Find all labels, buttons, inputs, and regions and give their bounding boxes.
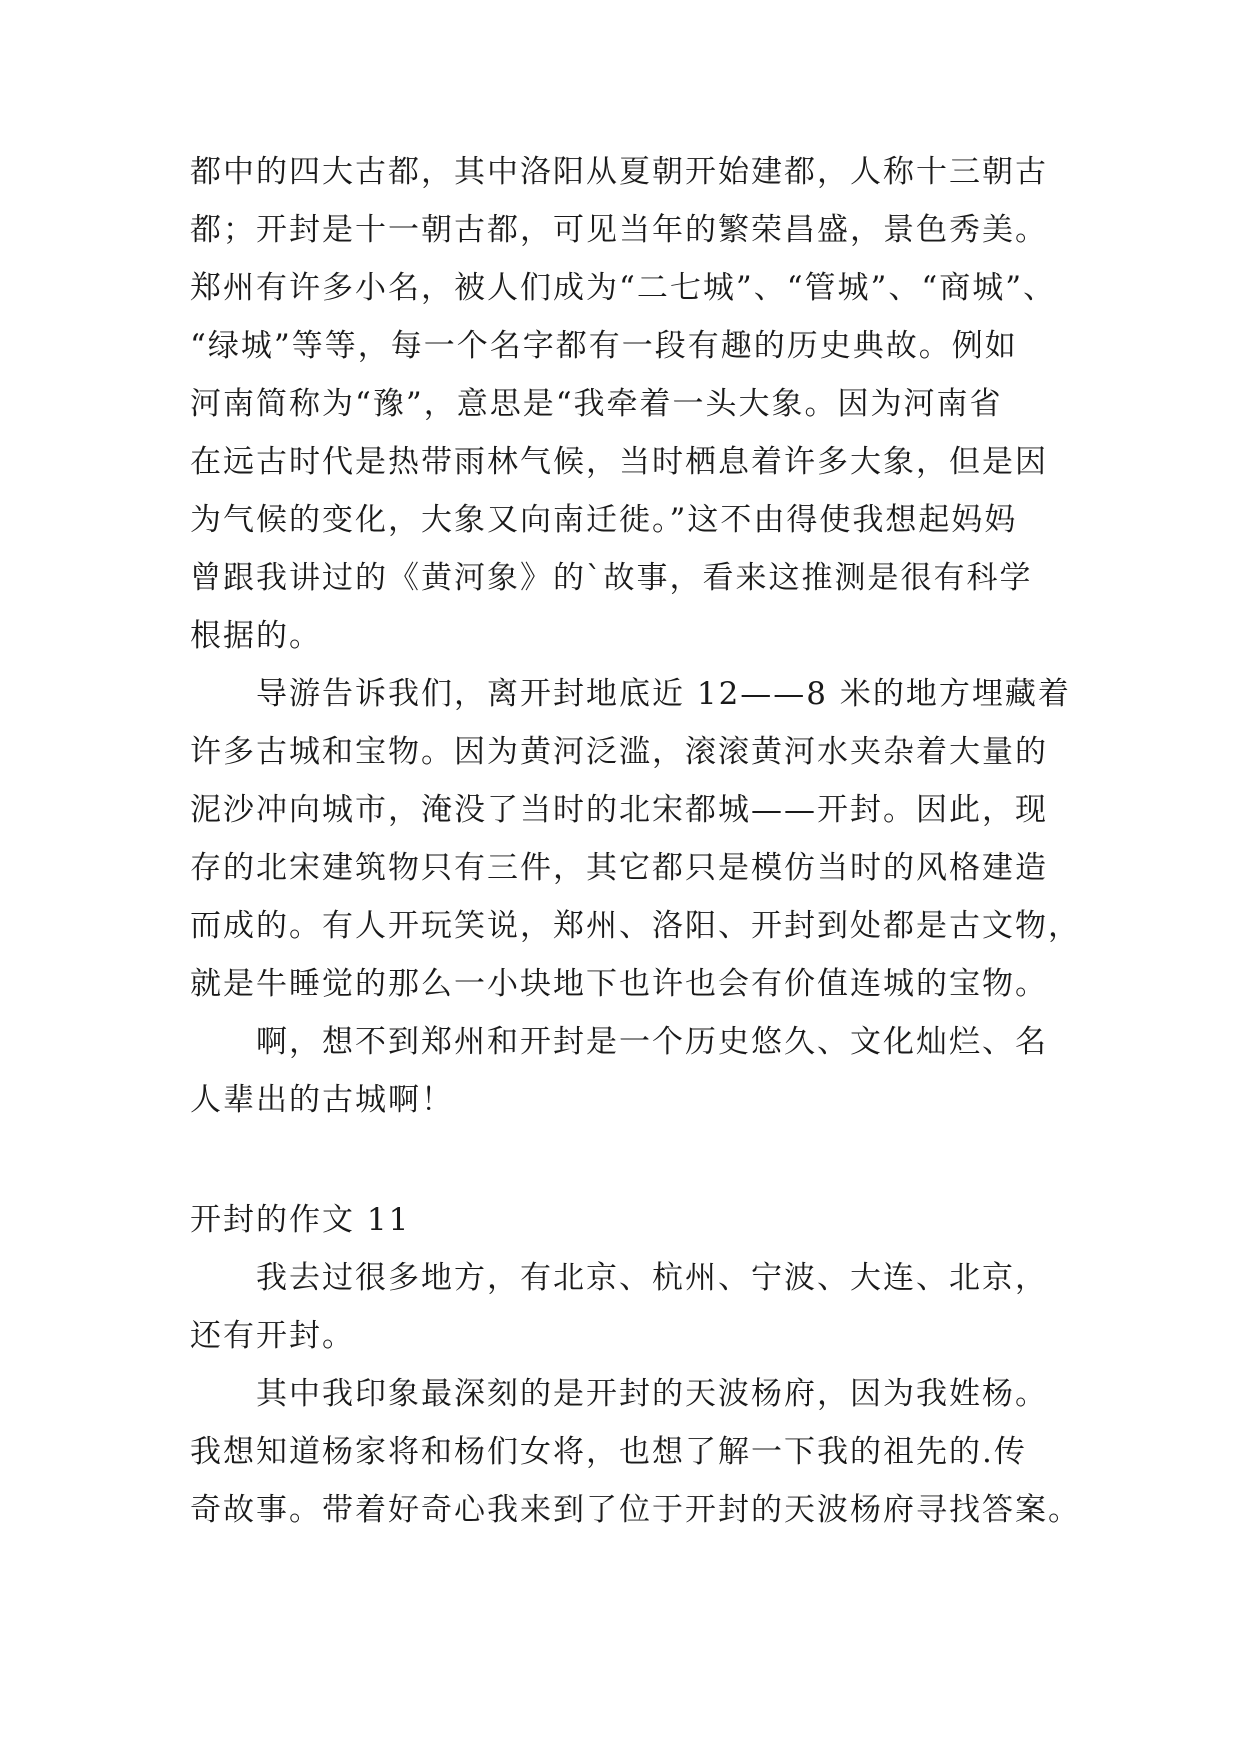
text-line: 曾跟我讲过的《黄河象》的`故事，看来这推测是很有科学 — [190, 560, 1033, 596]
text-line: 河南简称为“豫”，意思是“我牵着一头大象。因为河南省 — [190, 386, 1003, 422]
text-line: 都；开封是十一朝古都，可见当年的繁荣昌盛，景色秀美。 — [190, 212, 1048, 248]
text-line: 为气候的变化，大象又向南迁徙。”这不由得使我想起妈妈 — [190, 502, 1018, 538]
text-line: 而成的。有人开玩笑说，郑州、洛阳、开封到处都是古文物， — [190, 908, 1081, 944]
text-line: 泥沙冲向城市，淹没了当时的北宋都城——开封。因此，现 — [190, 792, 1048, 828]
text-line: 就是牛睡觉的那么一小块地下也许也会有价值连城的宝物。 — [190, 966, 1048, 1002]
text-line: 郑州有许多小名，被人们成为“二七城”、“管城”、“商城”、 — [190, 270, 1057, 306]
text-line: 在远古时代是热带雨林气候，当时栖息着许多大象，但是因 — [190, 444, 1048, 480]
text-line: 还有开封。 — [190, 1318, 355, 1354]
text-line: 我想知道杨家将和杨们女将，也想了解一下我的祖先的.传 — [190, 1434, 1027, 1470]
text-line: 奇故事。带着好奇心我来到了位于开封的天波杨府寻找答案。 — [190, 1492, 1081, 1528]
text-line: 啊，想不到郑州和开封是一个历史悠久、文化灿烂、名 — [256, 1024, 1048, 1060]
text-line: “绿城”等等，每一个名字都有一段有趣的历史典故。例如 — [190, 328, 1018, 364]
text-line: 导游告诉我们，离开封地底近 12——8 米的地方埋藏着 — [256, 676, 1071, 712]
text-line: 存的北宋建筑物只有三件，其它都只是模仿当时的风格建造 — [190, 850, 1048, 886]
text-line: 根据的。 — [190, 618, 322, 654]
text-line: 其中我印象最深刻的是开封的天波杨府，因为我姓杨。 — [256, 1376, 1048, 1412]
text-line: 人辈出的古城啊！ — [190, 1082, 454, 1118]
section-title: 开封的作文 11 — [190, 1202, 411, 1238]
text-line: 我去过很多地方，有北京、杭州、宁波、大连、北京， — [256, 1260, 1048, 1296]
text-line: 都中的四大古都，其中洛阳从夏朝开始建都，人称十三朝古 — [190, 154, 1048, 190]
text-line: 许多古城和宝物。因为黄河泛滥，滚滚黄河水夹杂着大量的 — [190, 734, 1048, 770]
